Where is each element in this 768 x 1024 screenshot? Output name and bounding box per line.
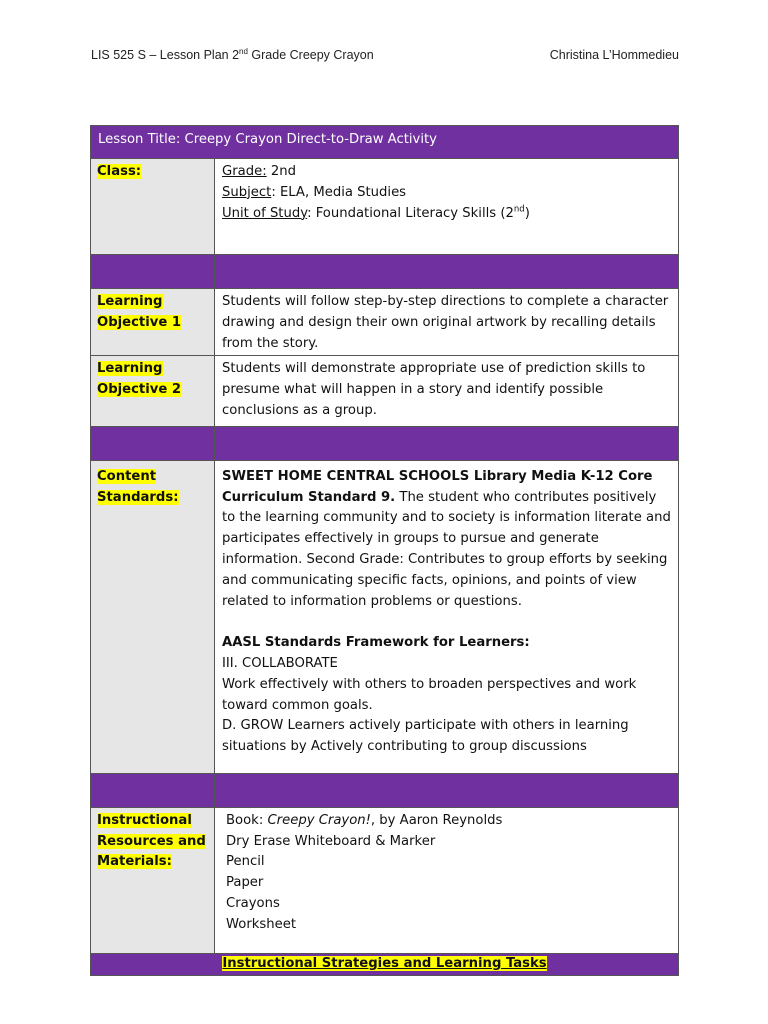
list-item: Pencil — [226, 854, 265, 870]
subject-value: : ELA, Media Studies — [271, 184, 407, 200]
divider-band — [91, 255, 679, 289]
state-standard-text: The student who contributes positively to the learning community and to society is information literate and participates effectively in groups to pursue and generate information. Second Grade: Contributes to group efforts by seeking and communicating specific facts, opinions, and points of view related to information problems or questions. — [222, 489, 671, 609]
strategies-heading: Instructional Strategies and Learning Tasks — [222, 955, 547, 971]
list-item: Worksheet — [226, 916, 297, 932]
list-item: Paper — [226, 875, 264, 891]
subject-label: Subject — [222, 184, 272, 200]
class-label: Class: — [97, 164, 142, 179]
aasl-line-1: III. COLLABORATE — [222, 655, 338, 671]
list-item: Book: Creepy Crayon!, by Aaron Reynolds — [226, 812, 503, 828]
objective-1-row — [91, 289, 679, 356]
aasl-heading: AASL Standards Framework for Learners: — [222, 635, 530, 651]
list-item: Crayons — [226, 895, 280, 911]
unit-value: : Foundational Literacy Skills (2 — [307, 205, 514, 221]
list-item: Dry Erase Whiteboard & Marker — [226, 833, 436, 849]
objective-2-row — [91, 356, 679, 426]
strategies-heading-row — [91, 953, 679, 975]
divider-band — [91, 426, 679, 460]
resources-list — [215, 807, 679, 953]
author-name: Christina L’Hommedieu — [549, 48, 679, 62]
lesson-title: Lesson Title: Creepy Crayon Direct-to-Draw Activity — [91, 126, 679, 159]
standards-label: Content Standards: — [97, 468, 179, 505]
standards-row — [91, 460, 679, 773]
unit-label: Unit of Study — [222, 205, 308, 221]
course-title: LIS 525 S – Lesson Plan 2nd Grade Creepy Crayon — [91, 46, 374, 62]
standards-text — [215, 460, 679, 773]
objective-1-label: Learning Objective 1 — [97, 294, 182, 330]
book-title: Creepy Crayon! — [267, 812, 371, 828]
resources-row — [91, 807, 679, 953]
objective-2-label: Learning Objective 2 — [97, 361, 182, 398]
page-header — [91, 48, 679, 66]
state-standard-heading: SWEET HOME CENTRAL SCHOOLS Library Media K-12 Core Curriculum Standard 9. — [222, 468, 653, 505]
grade-label: Grade: — [222, 164, 267, 179]
class-row — [91, 159, 679, 255]
lesson-plan-table — [90, 125, 679, 976]
resources-label: Instructional Resources and Materials: — [97, 812, 206, 870]
objective-2-text: Students will demonstrate appropriate use of prediction skills to presume what will happen in a story and identify possible conclusions as a group. — [215, 356, 679, 426]
divider-band — [91, 773, 679, 807]
class-details: Grade: 2nd Subject: ELA, Media Studies Unit of Study: Foundational Literacy Skills (2nd) — [215, 159, 679, 255]
lesson-title-row — [91, 126, 679, 159]
aasl-line-2: Work effectively with others to broaden perspectives and work toward common goals. — [222, 676, 637, 713]
aasl-line-3: D. GROW Learners actively participate with others in learning situations by Actively contributing to group discussions — [222, 718, 629, 755]
grade-value: 2nd — [266, 164, 296, 179]
objective-1-text: Students will follow step-by-step directions to complete a character drawing and design their own original artwork by recalling details from the story. — [215, 289, 679, 356]
